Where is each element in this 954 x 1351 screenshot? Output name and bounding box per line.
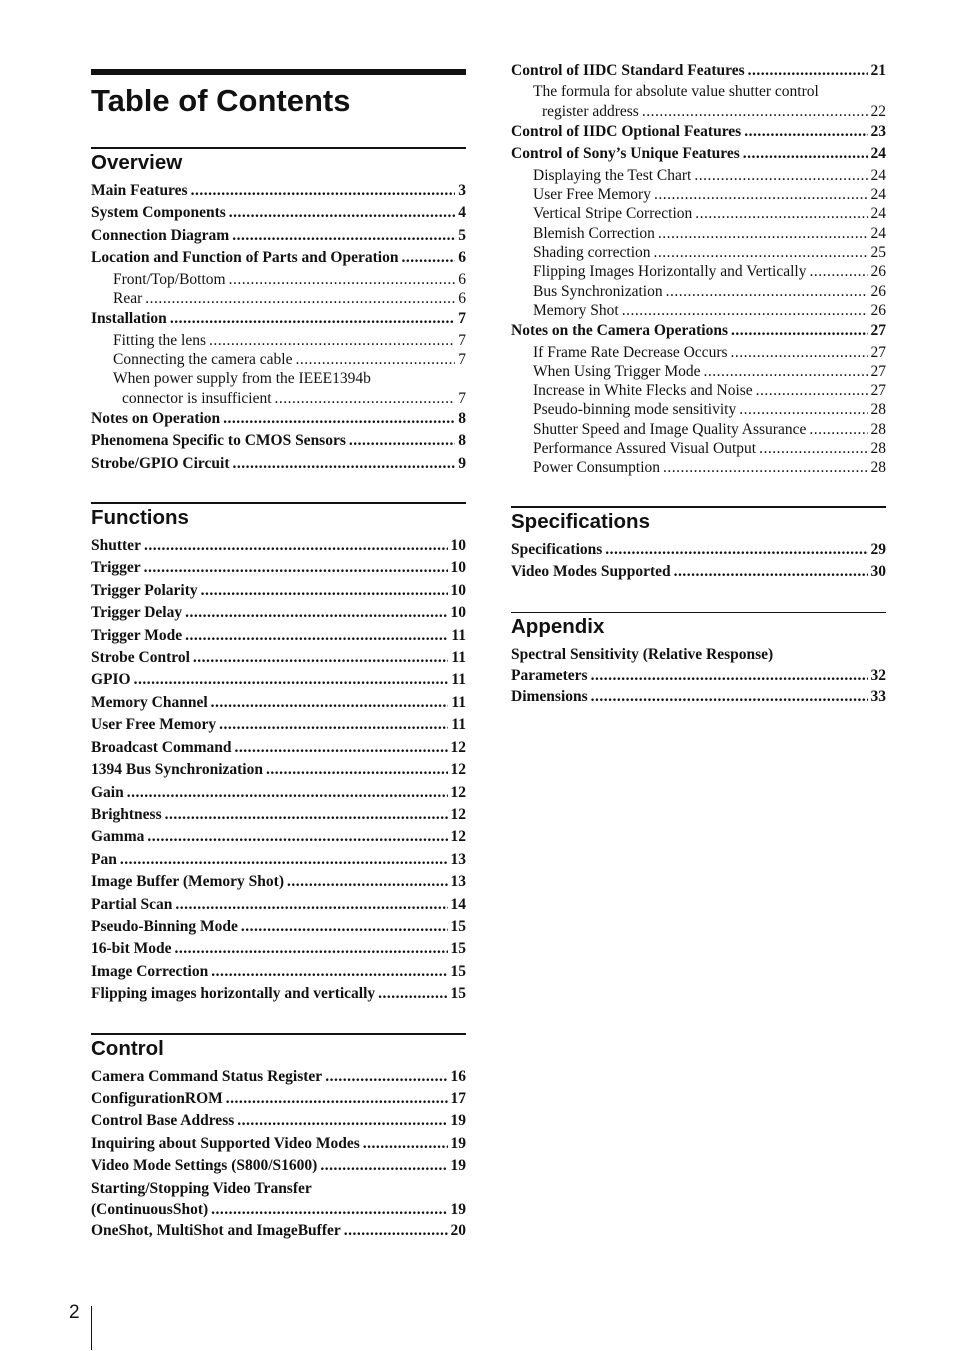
- dot-leader: [144, 535, 448, 557]
- dot-leader: [756, 381, 868, 400]
- toc-subentry-rear[interactable]: Rear ..... 6: [91, 289, 466, 308]
- toc-entry-page: 10: [450, 581, 466, 599]
- toc-entry-sony-unique[interactable]: Control of Sony’s Unique Features ..... 24: [511, 143, 886, 165]
- dot-leader: [165, 804, 448, 826]
- toc-entry-notes-operation[interactable]: Notes on Operation ..... 8: [91, 408, 466, 430]
- dot-leader: [731, 343, 868, 362]
- toc-entry-page: 24: [870, 205, 886, 223]
- dot-leader: [211, 692, 449, 714]
- toc-entry-function[interactable]: [91, 557, 466, 579]
- toc-subentry-sony[interactable]: [511, 185, 886, 204]
- page-title: Table of Contents: [91, 83, 351, 118]
- toc-entry-config-rom[interactable]: ConfigurationROM ..... 17: [91, 1088, 466, 1110]
- toc-entry-dimensions[interactable]: Dimensions ..... 33: [511, 686, 886, 708]
- toc-entry-function[interactable]: [91, 849, 466, 871]
- toc-entry-title: User Free Memory: [91, 716, 217, 734]
- toc-entry-title: Broadcast Command: [91, 738, 232, 756]
- toc-entry-title: Trigger: [91, 559, 141, 577]
- toc-entry-notes-camera[interactable]: Notes on the Camera Operations ..... 27: [511, 320, 886, 342]
- toc-subentry-sony[interactable]: [511, 282, 886, 301]
- toc-subentry-notes[interactable]: [511, 343, 886, 362]
- toc-subentry-notes[interactable]: [511, 458, 886, 477]
- dot-leader: [144, 557, 448, 579]
- toc-entry-page: 11: [451, 626, 466, 644]
- toc-entry-title: Increase in White Flecks and Noise: [533, 382, 753, 400]
- dot-leader: [695, 204, 867, 223]
- toc-entry-title: When Using Trigger Mode: [533, 362, 701, 380]
- dot-leader: [193, 647, 448, 669]
- toc-entry-page: 27: [870, 343, 886, 361]
- toc-entry-function[interactable]: [91, 961, 466, 983]
- dot-leader: [654, 243, 868, 262]
- toc-entry-starting-line1[interactable]: Starting/Stopping Video Transfer: [91, 1179, 312, 1197]
- dot-leader: [211, 961, 447, 983]
- dot-leader: [287, 871, 448, 893]
- toc-subentry-notes[interactable]: [511, 381, 886, 400]
- section-rule: [511, 612, 886, 613]
- toc-entry-function[interactable]: [91, 938, 466, 960]
- toc-subentry-notes[interactable]: [511, 362, 886, 381]
- sony-features-list: [511, 166, 886, 320]
- dot-leader: [810, 262, 868, 281]
- toc-entry-camera-command[interactable]: Camera Command Status Register ..... 16: [91, 1066, 466, 1088]
- toc-entry-inquiring-video-modes[interactable]: Inquiring about Supported Video Modes ..... 19: [91, 1133, 466, 1155]
- section-rule: [511, 506, 886, 508]
- toc-entry-oneshot[interactable]: OneShot, MultiShot and ImageBuffer ..... 20: [91, 1220, 466, 1242]
- toc-entry-function[interactable]: [91, 669, 466, 691]
- section-rule: [91, 502, 466, 504]
- toc-entry-function[interactable]: [91, 625, 466, 647]
- dot-leader: [235, 737, 448, 759]
- dot-leader: [622, 301, 868, 320]
- toc-entry-page: 27: [870, 362, 886, 380]
- toc-subentry-sony[interactable]: [511, 262, 886, 281]
- section-rule: [91, 147, 466, 149]
- toc-entry-title: If Frame Rate Decrease Occurs: [533, 343, 728, 361]
- dot-leader: [241, 916, 448, 938]
- toc-entry-page: 26: [870, 282, 886, 300]
- toc-entry-page: 11: [451, 649, 466, 667]
- section-heading-appendix: Appendix: [511, 615, 605, 639]
- toc-entry-page: 12: [450, 738, 466, 756]
- dot-leader: [219, 714, 448, 736]
- toc-entry-title: User Free Memory: [533, 186, 651, 204]
- toc-entry-title: Pseudo-binning mode sensitivity: [533, 401, 737, 419]
- toc-entry-page: 25: [870, 244, 886, 261]
- toc-entry-page: 24: [870, 186, 886, 204]
- toc-subentry-sony[interactable]: [511, 204, 886, 223]
- toc-subentry-notes[interactable]: [511, 420, 886, 439]
- toc-entry-specifications[interactable]: Specifications ..... 29: [511, 539, 886, 561]
- toc-entry-function[interactable]: [91, 692, 466, 714]
- toc-entry-page: 15: [450, 940, 466, 958]
- toc-entry-function[interactable]: [91, 759, 466, 781]
- footer-rule: [91, 1306, 92, 1350]
- dot-leader: [663, 458, 867, 477]
- toc-entry-title: Performance Assured Visual Output: [533, 440, 757, 458]
- section-heading-control: Control: [91, 1036, 164, 1060]
- toc-entry-page: 11: [451, 716, 466, 734]
- toc-entry-strobe-gpio[interactable]: Strobe/GPIO Circuit ..... 9: [91, 453, 466, 475]
- toc-entry-page: 28: [870, 459, 886, 477]
- toc-entry-page: 15: [450, 917, 466, 935]
- toc-entry-title: 1394 Bus Synchronization: [91, 761, 263, 779]
- toc-entry-title: Pan: [91, 850, 117, 868]
- toc-entry-installation[interactable]: Installation ..... 7: [91, 308, 466, 330]
- toc-entry-function[interactable]: [91, 647, 466, 669]
- toc-entry-page: 11: [451, 693, 466, 711]
- toc-subentry-sony[interactable]: [511, 301, 886, 320]
- toc-entry-title: Shutter Speed and Image Quality Assurance: [533, 420, 807, 438]
- toc-subentry-sony[interactable]: [511, 243, 886, 262]
- toc-entry-page: 28: [870, 420, 886, 438]
- toc-entry-spectral-line2[interactable]: Parameters ..... 32: [511, 665, 886, 686]
- toc-entry-function[interactable]: [91, 983, 466, 1005]
- toc-entry-title: Flipping Images Horizontally and Vertically: [533, 263, 807, 281]
- toc-subentry-formula-line1[interactable]: The formula for absolute value shutter control: [533, 83, 819, 101]
- toc-entry-function[interactable]: [91, 804, 466, 826]
- toc-entry-function[interactable]: [91, 714, 466, 736]
- toc-entry-function[interactable]: [91, 871, 466, 893]
- toc-left-column: [91, 69, 466, 1242]
- dot-leader: [185, 625, 448, 647]
- toc-entry-title: Blemish Correction: [533, 224, 655, 242]
- toc-entry-function[interactable]: [91, 916, 466, 938]
- dot-leader: [175, 894, 447, 916]
- section-rule: [91, 1033, 466, 1035]
- toc-entry-title: Bus Synchronization: [533, 282, 663, 300]
- toc-subentry-power-line1[interactable]: When power supply from the IEEE1394b: [113, 370, 371, 388]
- toc-entry-title: Partial Scan: [91, 895, 173, 913]
- toc-entry-page: 12: [450, 805, 466, 823]
- toc-subentry-notes[interactable]: [511, 439, 886, 458]
- toc-entry-control-base[interactable]: Control Base Address ..... 19: [91, 1110, 466, 1132]
- toc-entry-title: Memory Channel: [91, 693, 208, 711]
- toc-entry-title: Vertical Stripe Correction: [533, 205, 693, 223]
- toc-right-column: [511, 60, 886, 709]
- toc-entry-function[interactable]: [91, 894, 466, 916]
- toc-entry-title: Strobe Control: [91, 649, 190, 667]
- toc-entry-title: Displaying the Test Chart: [533, 166, 692, 184]
- toc-entry-page: 12: [450, 783, 466, 801]
- toc-subentry-power-line2[interactable]: connector is insufficient ..... 7: [91, 389, 466, 408]
- toc-entry-starting-line2[interactable]: (ContinuousShot) ..... 19: [91, 1199, 466, 1220]
- page-number: 2: [69, 1302, 80, 1323]
- dot-leader: [120, 849, 448, 871]
- toc-entry-iidc-standard[interactable]: Control of IIDC Standard Features ..... 21: [511, 60, 886, 82]
- dot-leader: [378, 983, 447, 1005]
- dot-leader: [266, 759, 448, 781]
- toc-subentry-sony[interactable]: [511, 224, 886, 243]
- toc-entry-page: 15: [450, 962, 466, 980]
- toc-entry-function[interactable]: [91, 580, 466, 602]
- toc-entry-title: Image Correction: [91, 962, 209, 980]
- toc-entry-title: Power Consumption: [533, 459, 661, 477]
- toc-entry-title: Trigger Polarity: [91, 581, 198, 599]
- toc-entry-page: 24: [870, 224, 886, 242]
- dot-leader: [666, 282, 868, 301]
- dot-leader: [175, 938, 448, 960]
- toc-entry-title: Pseudo-Binning Mode: [91, 917, 238, 935]
- toc-subentry-notes[interactable]: [511, 400, 886, 419]
- dot-leader: [694, 166, 867, 185]
- section-heading-functions: Functions: [91, 506, 189, 530]
- toc-entry-title: Flipping images horizontally and vertically: [91, 985, 376, 1003]
- toc-entry-title: GPIO: [91, 671, 131, 689]
- toc-subentry-front-top-bottom[interactable]: Front/Top/Bottom ..... 6: [91, 270, 466, 289]
- functions-list: [91, 535, 466, 1006]
- section-heading-specifications: Specifications: [511, 509, 650, 533]
- toc-entry-page: 10: [450, 604, 466, 622]
- toc-entry-title: Gain: [91, 783, 124, 801]
- toc-entry-title: Gamma: [91, 828, 145, 846]
- dot-leader: [127, 782, 448, 804]
- toc-entry-page: 13: [450, 873, 466, 891]
- title-rule: [91, 69, 466, 75]
- toc-subentry-sony[interactable]: [511, 166, 886, 185]
- toc-entry-page: 24: [870, 166, 886, 184]
- notes-camera-list: [511, 343, 886, 478]
- toc-entry-page: 26: [870, 301, 886, 319]
- toc-entry-page: 12: [450, 828, 466, 846]
- toc-entry-page: 28: [870, 440, 886, 458]
- dot-leader: [739, 400, 867, 419]
- toc-entry-page: 28: [870, 401, 886, 419]
- toc-entry-page: 14: [450, 895, 466, 913]
- dot-leader: [809, 420, 867, 439]
- toc-entry-function[interactable]: [91, 737, 466, 759]
- dot-leader: [147, 826, 447, 848]
- toc-entry-page: 27: [870, 382, 886, 400]
- toc-entry-page: 26: [870, 263, 886, 281]
- dot-leader: [654, 185, 868, 204]
- toc-entry-video-modes-supported[interactable]: Video Modes Supported ..... 30: [511, 561, 886, 583]
- dot-leader: [201, 580, 448, 602]
- toc-subentry-formula-line2[interactable]: register address ..... 22: [511, 102, 886, 121]
- toc-entry-title: Shutter: [91, 537, 141, 555]
- toc-entry-page: 10: [450, 537, 466, 555]
- toc-entry-title: Shading correction: [533, 244, 651, 261]
- toc-entry-page: 15: [450, 985, 466, 1003]
- toc-entry-function[interactable]: [91, 602, 466, 624]
- dot-leader: [134, 669, 449, 691]
- dot-leader: [658, 224, 868, 243]
- toc-entry-location-function[interactable]: Location and Function of Parts and Operation ..... 6: [91, 247, 466, 269]
- toc-entry-page: 10: [450, 559, 466, 577]
- dot-leader: [185, 602, 447, 624]
- toc-subentry-connecting-cable[interactable]: Connecting the camera cable ..... 7: [91, 350, 466, 369]
- toc-entry-page: 11: [451, 671, 466, 689]
- toc-entry-spectral-line1[interactable]: Spectral Sensitivity (Relative Response): [511, 646, 774, 664]
- toc-entry-main-features[interactable]: Main Features ..... 3: [91, 180, 466, 202]
- toc-entry-title: Trigger Delay: [91, 604, 183, 622]
- toc-entry-function[interactable]: [91, 826, 466, 848]
- dot-leader: [703, 362, 867, 381]
- toc-entry-function[interactable]: [91, 782, 466, 804]
- toc-entry-phenomena-cmos[interactable]: Phenomena Specific to CMOS Sensors ..... 8: [91, 430, 466, 452]
- toc-subentry-fitting-lens[interactable]: Fitting the lens ..... 7: [91, 331, 466, 350]
- toc-entry-iidc-optional[interactable]: Control of IIDC Optional Features ..... 23: [511, 121, 886, 143]
- toc-entry-page: 13: [450, 850, 466, 868]
- toc-entry-title: Trigger Mode: [91, 626, 183, 644]
- toc-entry-connection-diagram[interactable]: Connection Diagram ..... 5: [91, 225, 466, 247]
- dot-leader: [759, 439, 867, 458]
- toc-entry-title: 16-bit Mode: [91, 940, 172, 958]
- toc-entry-title: Brightness: [91, 805, 162, 823]
- toc-entry-system-components[interactable]: System Components ..... 4: [91, 202, 466, 224]
- section-heading-overview: Overview: [91, 151, 183, 174]
- toc-entry-page: 12: [450, 761, 466, 779]
- toc-entry-title: Image Buffer (Memory Shot): [91, 873, 284, 891]
- toc-entry-function[interactable]: [91, 535, 466, 557]
- toc-entry-title: Memory Shot: [533, 301, 619, 319]
- toc-entry-video-mode-settings[interactable]: Video Mode Settings (S800/S1600) ..... 19: [91, 1155, 466, 1177]
